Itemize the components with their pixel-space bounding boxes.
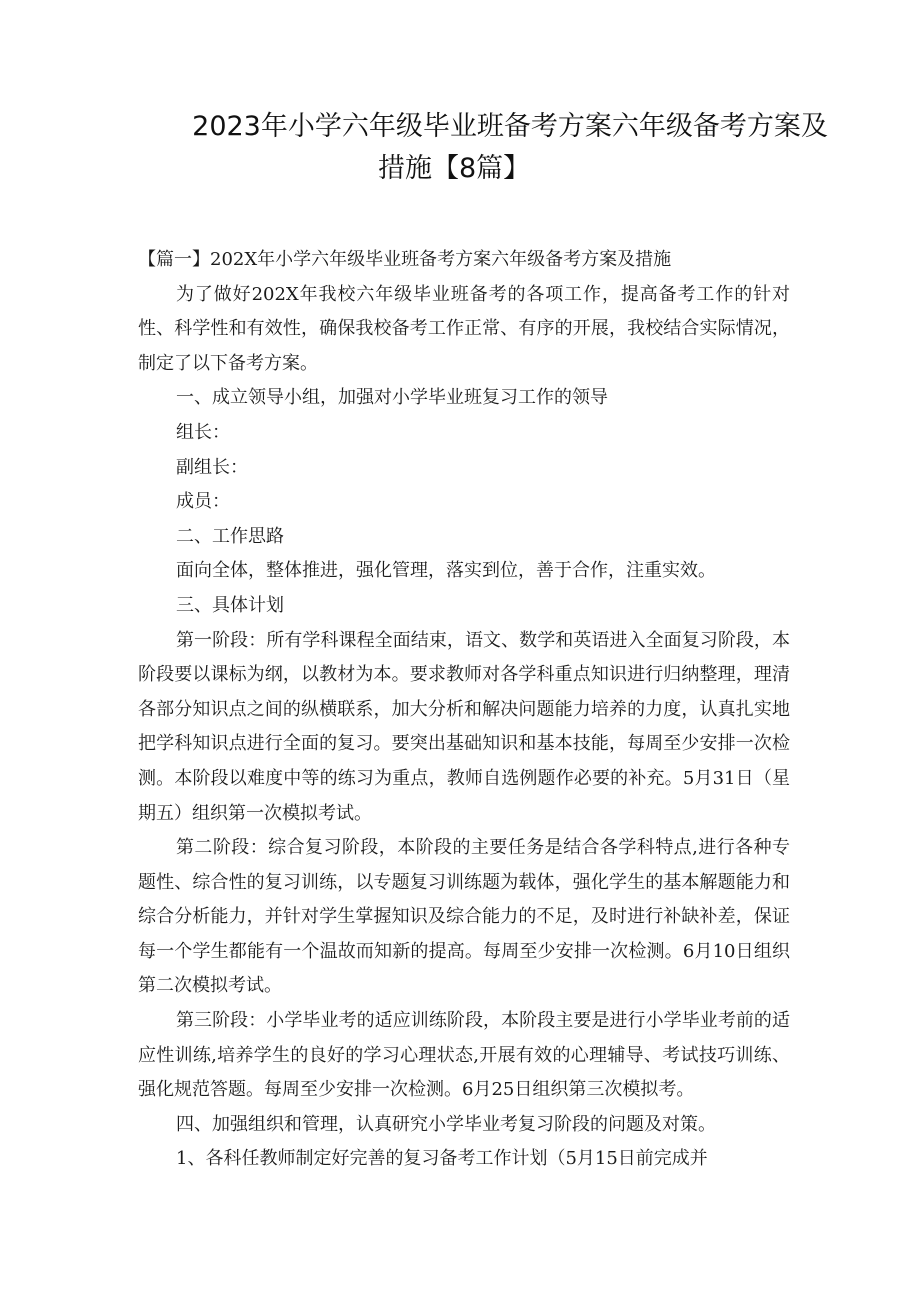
title-line-1: 2023年小学六年级毕业班备考方案六年级备考方案及 <box>192 111 828 142</box>
heading-specific-plan: 三、具体计划 <box>176 594 284 616</box>
stage-three-paragraph: 第三阶段：小学毕业考的适应训练阶段，本阶段主要是进行小学毕业考前的适应性训练,培养学生的良好的学习心理状态,开展有效的心理辅导、考试技巧训练、强化规范答题。每周至少安排一次检测。6月25日组织第三次模拟考。 <box>138 1010 790 1101</box>
stage-two-paragraph: 第二阶段：综合复习阶段，本阶段的主要任务是结合各学科特点,进行各种专题性、综合性的复习训练，以专题复习训练题为载体，强化学生的基本解题能力和综合分析能力，并针对学生掌握知识及综合能力的不足，及时进行补缺补差，保证每一个学生都能有一个温故而知新的提高。每周至少安排一次检测。6月10日组织第二次模拟考试。 <box>138 837 790 997</box>
heading-work-approach: 二、工作思路 <box>176 525 284 547</box>
intro-paragraph: 为了做好202X年我校六年级毕业班备考的各项工作，提高备考工作的针对性、科学性和有效性，确保我校备考工作正常、有序的开展，我校结合实际情况，制定了以下备考方案。 <box>138 283 790 374</box>
deputy-leader-line: 副组长： <box>176 456 248 478</box>
title-line-2: 措施【8篇】 <box>378 153 531 184</box>
group-leader-line: 组长： <box>176 421 230 443</box>
document-title <box>110 106 870 190</box>
work-approach-paragraph: 面向全体，整体推进，强化管理，落实到位，善于合作，注重实效。 <box>176 560 716 582</box>
section-heading-part-one: 【篇一】202X年小学六年级毕业班备考方案六年级备考方案及措施 <box>138 249 672 270</box>
document-body <box>138 243 790 1177</box>
members-line: 成员： <box>176 491 230 513</box>
heading-leadership-group: 一、成立领导小组，加强对小学毕业班复习工作的领导 <box>176 387 608 409</box>
heading-organization-management: 四、加强组织和管理，认真研究小学毕业考复习阶段的问题及对策。 <box>176 1113 716 1135</box>
stage-one-paragraph: 第一阶段：所有学科课程全面结束，语文、数学和英语进入全面复习阶段，本阶段要以课标为纲，以教材为本。要求教师对各学科重点知识进行归纳整理，理清各部分知识点之间的纵横联系，加大分析和解决问题能力培养的力度，认真扎实地把学科知识点进行全面的复习。要突出基础知识和基本技能，每周至少安排一次检测。本阶段以难度中等的练习为重点，教师自选例题作必要的补充。5月31日（星期五）组织第一次模拟考试。 <box>138 629 790 824</box>
item-one-paragraph: 1、各科任教师制定好完善的复习备考工作计划（5月15日前完成并 <box>176 1148 708 1170</box>
